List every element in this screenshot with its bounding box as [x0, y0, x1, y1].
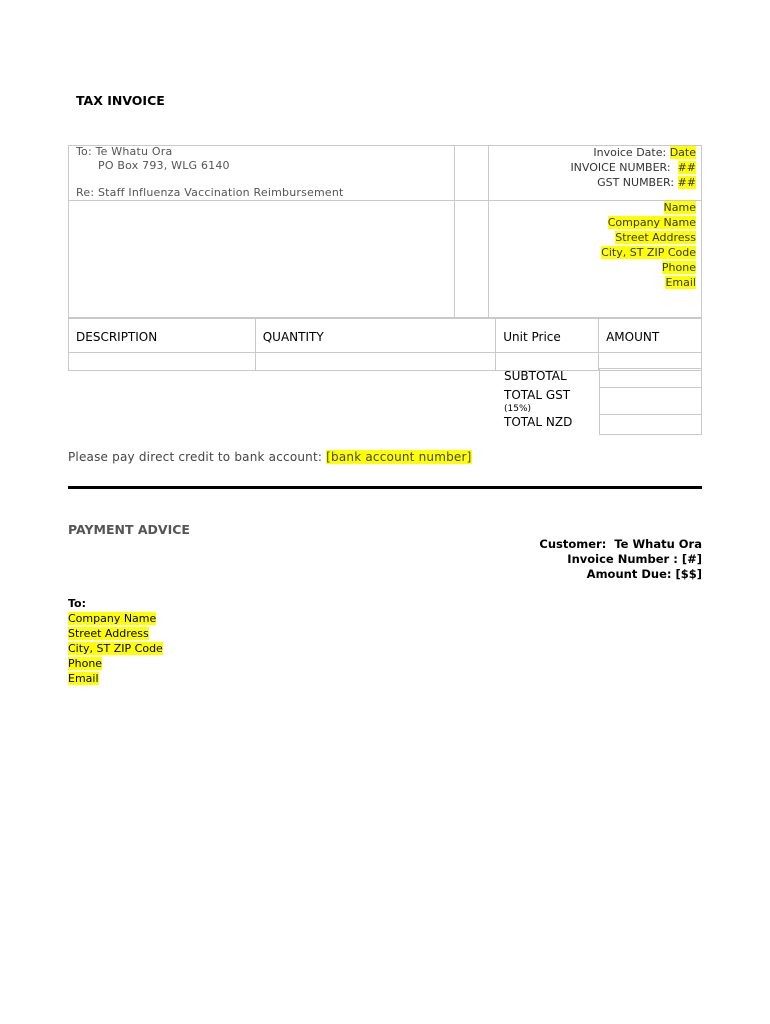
header-quantity: QUANTITY: [255, 319, 496, 353]
supplier-address: [601, 200, 696, 290]
section-divider: [68, 486, 702, 489]
bill-to-address: PO Box 793, WLG 6140: [98, 159, 230, 172]
header-amount: AMOUNT: [599, 319, 702, 353]
customer-value: Te Whatu Ora: [614, 537, 702, 551]
invoice-meta: [570, 145, 696, 190]
supplier-phone: Phone: [661, 261, 696, 274]
payment-instruction-text: Please pay direct credit to bank account:: [68, 450, 323, 464]
re-text: Staff Influenza Vaccination Reimbursement: [97, 186, 344, 199]
bank-account-number: [bank account number]: [326, 450, 472, 464]
row-unit-price-cell[interactable]: [496, 353, 599, 371]
supplier-street: Street Address: [615, 231, 696, 244]
amount-due-label: Amount Due:: [586, 567, 672, 581]
supplier-city: City, ST ZIP Code: [601, 246, 696, 259]
advice-street: Street Address: [68, 627, 149, 640]
bill-to-block: [76, 145, 230, 173]
row-quantity-cell[interactable]: [255, 353, 496, 371]
payment-advice-title: PAYMENT ADVICE: [68, 522, 190, 537]
invoice-date-label: Invoice Date:: [593, 146, 667, 159]
amount-due-value: [$$]: [675, 567, 702, 581]
supplier-email: Email: [665, 276, 696, 289]
total-gst-value-cell[interactable]: [599, 387, 702, 415]
gst-rate-label: (15%): [504, 404, 532, 414]
total-nzd-value-cell[interactable]: [599, 414, 702, 435]
total-nzd-label: TOTAL NZD: [504, 415, 573, 429]
payment-advice-summary: [539, 537, 702, 582]
invoice-number-label: INVOICE NUMBER:: [570, 161, 671, 174]
supplier-company: Company Name: [607, 216, 696, 229]
re-label: Re:: [76, 186, 95, 199]
row-description-cell[interactable]: [69, 353, 256, 371]
advice-invoice-number-value: [#]: [681, 552, 702, 566]
advice-email: Email: [68, 672, 99, 685]
advice-invoice-number-label: Invoice Number :: [567, 552, 678, 566]
advice-city: City, ST ZIP Code: [68, 642, 163, 655]
advice-to-label: To:: [68, 597, 86, 610]
items-table: [68, 318, 702, 371]
gst-number-label: GST NUMBER:: [597, 176, 675, 189]
total-gst-label: TOTAL GST: [504, 388, 571, 402]
header-unit-price: Unit Price: [496, 319, 599, 353]
customer-label: Customer:: [539, 537, 607, 551]
supplier-name: Name: [663, 201, 696, 214]
subtotal-value-cell[interactable]: [599, 368, 702, 388]
invoice-title: TAX INVOICE: [76, 93, 165, 108]
advice-company: Company Name: [68, 612, 157, 625]
invoice-date-value: Date: [669, 146, 696, 159]
bill-to-name: Te Whatu Ora: [95, 145, 173, 158]
items-header-row: [69, 319, 702, 353]
payment-instruction: [68, 450, 472, 464]
gst-number-value: ##: [677, 176, 696, 189]
bill-to-label: To:: [76, 145, 92, 158]
header-description: DESCRIPTION: [69, 319, 256, 353]
subtotal-label: SUBTOTAL: [504, 369, 567, 383]
re-line: [76, 186, 344, 199]
advice-phone: Phone: [68, 657, 103, 670]
payment-advice-to: [68, 596, 163, 686]
invoice-number-value: ##: [677, 161, 696, 174]
